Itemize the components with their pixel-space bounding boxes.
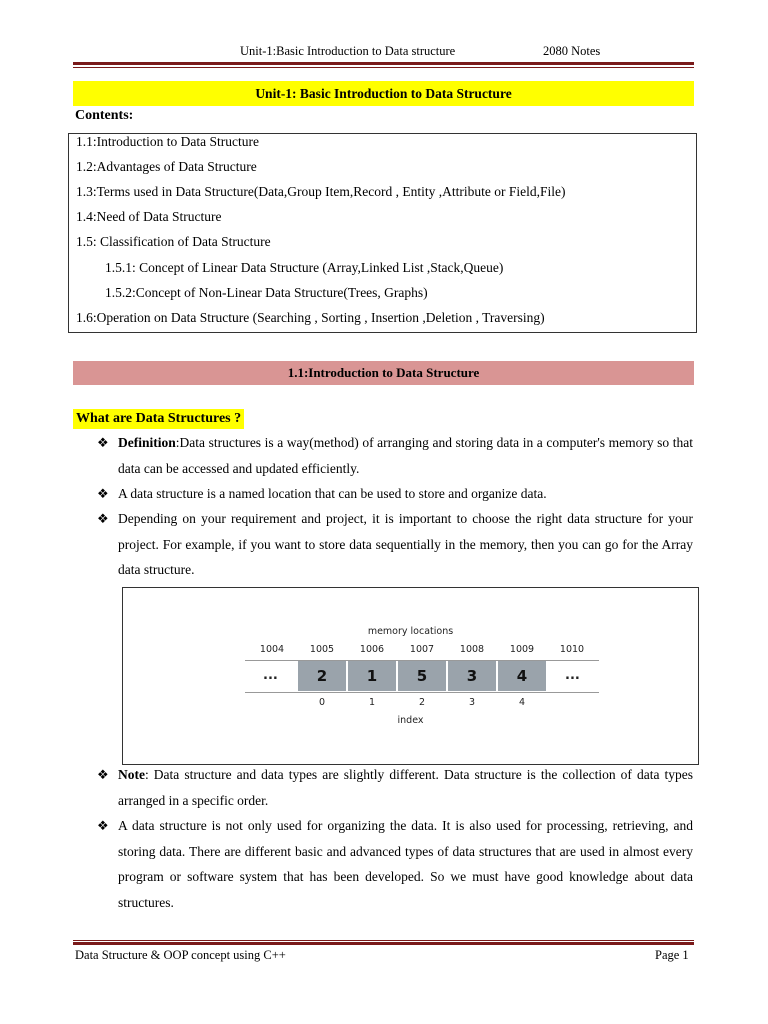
diamond-bullet-icon: ❖ [97, 435, 109, 450]
header-rule [73, 62, 694, 65]
toc-item: 1.5: Classification of Data Structure [76, 234, 271, 249]
toc-item: 1.2:Advantages of Data Structure [76, 159, 257, 174]
toc-item: 1.1:Introduction to Data Structure [76, 134, 259, 149]
toc-item: 1.3:Terms used in Data Structure(Data,Group Item,Record , Entity ,Attribute or Field,File) [76, 184, 566, 199]
address-label: 1008 [459, 644, 485, 655]
page-number: Page 1 [655, 948, 689, 962]
index-label: 1 [368, 697, 376, 708]
definition-text: :Data structures is a way(method) of arranging and storing data in a computer's memory so that data can be accessed and updated efficiently. [118, 435, 693, 476]
header-notes: 2080 Notes [543, 44, 601, 58]
array-cell: 5 [398, 661, 446, 691]
footer-rule [73, 942, 694, 945]
toc-item: 1.6:Operation on Data Structure (Searching , Sorting , Insertion ,Deletion , Traversing) [76, 310, 545, 325]
unit-title: Unit-1: Basic Introduction to Data Structure [73, 81, 694, 106]
toc-subitem: 1.5.2:Concept of Non-Linear Data Structure(Trees, Graphs) [105, 285, 428, 300]
contents-box [68, 133, 697, 333]
toc-subitem: 1.5.1: Concept of Linear Data Structure (Array,Linked List ,Stack,Queue) [105, 260, 504, 275]
header-rule-thin [73, 67, 694, 68]
contents-label: Contents: [75, 108, 134, 123]
diamond-bullet-icon: ❖ [97, 767, 109, 782]
definition-paragraph [118, 430, 693, 481]
figure-title: memory locations [367, 626, 454, 637]
note-text: : Data structure and data types are slightly different. Data structure is the collection of data types arranged in a specific order. [118, 767, 693, 808]
array-cell: 2 [298, 661, 346, 691]
diamond-bullet-icon: ❖ [97, 486, 109, 501]
bullet-paragraph: A data structure is not only used for organizing the data. It is also used for processing, retrieving, and storing data. There are different basic and advanced types of data structures that are used in almost every program or software system that has been developed. So we must have good knowledge about data structures. [118, 818, 693, 910]
definition-term: Definition [118, 435, 176, 450]
memory-array-figure [122, 587, 699, 765]
bullet-paragraph: A data structure is a named location that can be used to store and organize data. [118, 486, 547, 501]
index-label: 0 [318, 697, 326, 708]
array-cell: 4 [498, 661, 546, 691]
address-label: 1007 [409, 644, 435, 655]
index-label: 4 [518, 697, 526, 708]
ellipsis-left: ... [263, 668, 278, 683]
index-label: 2 [418, 697, 426, 708]
diamond-bullet-icon: ❖ [97, 818, 109, 833]
index-axis-label: index [397, 715, 424, 726]
section-title: 1.1:Introduction to Data Structure [73, 361, 694, 385]
index-label: 3 [468, 697, 476, 708]
address-label: 1010 [559, 644, 585, 655]
ellipsis-right: ... [565, 668, 580, 683]
address-label: 1006 [359, 644, 385, 655]
array-cell: 3 [448, 661, 496, 691]
bottom-line [245, 692, 599, 693]
toc-item: 1.4:Need of Data Structure [76, 209, 222, 224]
bullet-paragraph: Depending on your requirement and project, it is important to choose the right data structure for your project. For example, if you want to store data sequentially in the memory, then you can go for the Array data structure. [118, 511, 693, 577]
footer-left: Data Structure & OOP concept using C++ [75, 948, 286, 962]
address-label: 1005 [309, 644, 335, 655]
header-title: Unit-1:Basic Introduction to Data structure [240, 44, 456, 58]
address-label: 1009 [509, 644, 535, 655]
diamond-bullet-icon: ❖ [97, 511, 109, 526]
note-paragraph [118, 762, 693, 813]
array-cell: 1 [348, 661, 396, 691]
question-heading: What are Data Structures ? [73, 409, 244, 429]
footer-rule-thin [73, 940, 694, 941]
address-label: 1004 [259, 644, 285, 655]
note-term: Note [118, 767, 145, 782]
